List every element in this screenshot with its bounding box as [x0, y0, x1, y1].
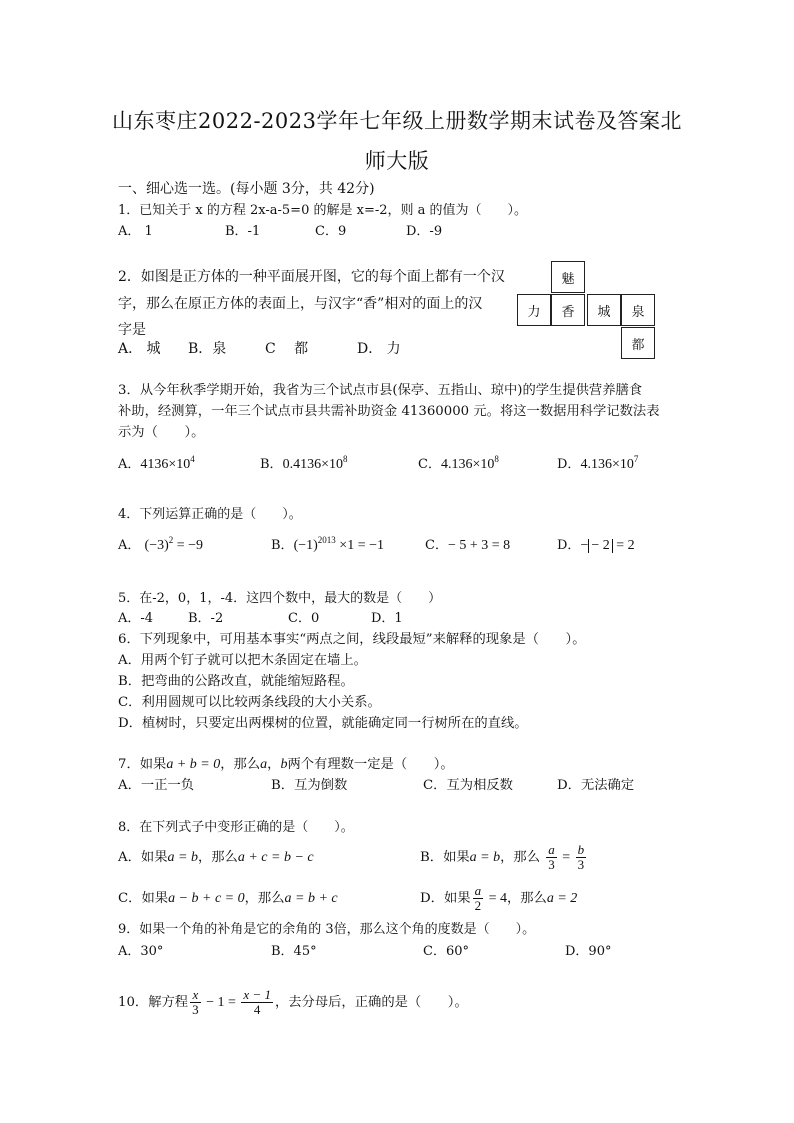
- q8-option-a-cond: a = b: [167, 850, 198, 865]
- question-2-stem-line-1: 2．如图是正方体的一种平面展开图，它的每个面上都有一个汉: [118, 269, 505, 285]
- q3-option-c: [418, 456, 499, 474]
- q3-option-a-label: A．: [118, 457, 141, 472]
- q8-d-frac-den: 2: [474, 898, 482, 913]
- q9-option-c: C．60°: [423, 944, 469, 959]
- q4-option-c-expr: − 5 + 3 = 8: [447, 538, 511, 553]
- q10-mid: − 1 =: [202, 995, 240, 1010]
- q3-option-a: [118, 456, 195, 474]
- question-10-stem: [118, 984, 468, 1022]
- q8-b-frac1-den: 3: [548, 857, 555, 872]
- q8-option-b-mid: ，那么: [500, 850, 541, 865]
- q3-option-d-label: D．: [557, 457, 581, 472]
- q8-d-equals: = 4: [485, 891, 507, 906]
- question-1-stem: 1．已知关于 x 的方程 2x-a-5=0 的解是 x=-2，则 a 的值为（ ）。: [118, 203, 528, 218]
- q1-option-d: D．-9: [406, 224, 443, 239]
- q6-option-d: D．植树时，只要定出两棵树的位置，就能确定同一行树所在的直线。: [118, 716, 528, 731]
- q8-b-frac1-num: a: [548, 842, 555, 857]
- q7-stem-post: 两个有理数一定是（ ）。: [287, 757, 454, 772]
- q8-option-a: [118, 849, 314, 867]
- q10-frac1-num: x: [190, 988, 201, 1003]
- q7-stem-equation: a + b = 0: [166, 757, 221, 772]
- net-cell-4: 泉: [621, 294, 655, 326]
- q4-option-c: [425, 537, 510, 555]
- q8-b-frac2-den: 3: [577, 857, 585, 872]
- q8-option-d-mid: ，那么: [506, 891, 547, 906]
- q5-option-d: D．1: [371, 611, 403, 626]
- q8-option-d-pre: D．如果: [420, 891, 471, 906]
- net-cell-2: 香: [551, 294, 585, 326]
- net-cell-1: 力: [517, 294, 551, 326]
- q7-stem-pre: 7．如果: [118, 757, 167, 772]
- q8-option-b-cond: a = b: [469, 850, 501, 865]
- q1-option-a: A． 1: [118, 224, 153, 239]
- question-4-stem: 4．下列运算正确的是（ ）。: [118, 507, 302, 522]
- q8-option-b-fraction-2: [576, 843, 587, 872]
- q8-option-b-pre: B．如果: [420, 850, 470, 865]
- q3-option-c-mantissa: 4.136×10: [440, 457, 495, 472]
- q8-b-equals: =: [558, 850, 574, 865]
- q3-option-c-label: C．: [418, 457, 441, 472]
- q4-option-d-post: = 2: [612, 538, 635, 553]
- q10-post: ，去分母后，正确的是（ ）。: [274, 995, 468, 1010]
- section-heading: 一、细心选一选。(每小题 3分，共 42分): [118, 181, 375, 197]
- q6-option-a: A．用两个钉子就可以把木条固定在墙上。: [118, 653, 367, 668]
- q8-option-a-pre: A．如果: [118, 850, 168, 865]
- q4-option-c-label: C．: [425, 538, 448, 553]
- q4-option-b-exp: 2013: [317, 535, 336, 545]
- q1-option-c: C．9: [315, 224, 347, 239]
- q2-option-d: D． 力: [357, 341, 401, 357]
- q8-option-b-fraction-1: [546, 843, 557, 872]
- q7-option-d: D．无法确定: [557, 778, 635, 793]
- q7-option-c: C．互为相反数: [423, 778, 513, 793]
- q2-option-c: C 都: [265, 341, 309, 357]
- question-5-stem: 5．在-2，0，1，-4．这四个数中，最大的数是（ ）: [118, 591, 442, 606]
- q8-option-c-cond: a − b + c = 0: [168, 891, 245, 906]
- title-line-1: 山东枣庄2022-2023学年七年级上册数学期末试卷及答案北: [112, 109, 682, 133]
- question-9-stem: 9．如果一个角的补角是它的余角的 3倍，那么这个角的度数是（ ）。: [118, 922, 536, 937]
- q10-fraction-1: [190, 988, 201, 1017]
- net-cell-bottom: 都: [621, 327, 655, 359]
- title-line-2: 师大版: [364, 149, 430, 173]
- q8-d-frac-num: a: [474, 883, 482, 898]
- q3-option-b: [260, 456, 347, 474]
- q10-frac1-den: 3: [192, 1002, 199, 1017]
- q9-option-a: A．30°: [118, 944, 164, 959]
- q4-option-b-label: B．: [271, 538, 294, 553]
- question-3-stem-line-1: 3．从今年秋季学期开始，我省为三个试点市县(保亭、五指山、琼中)的学生提供营养膳食: [118, 383, 643, 398]
- q3-option-d: [557, 456, 638, 474]
- q8-b-frac2-num: b: [577, 842, 585, 857]
- q2-option-a: A． 城: [118, 341, 161, 357]
- q7-option-b: B．互为倒数: [271, 778, 348, 793]
- q8-option-c-mid: ，那么: [244, 891, 285, 906]
- q4-option-d-label: D．: [557, 538, 581, 553]
- q7-stem-mid1: ，那么: [220, 757, 261, 772]
- q6-option-c: C．利用圆规可以比较两条线段的大小关系。: [118, 695, 381, 710]
- q4-option-a-exp: 2: [168, 535, 174, 545]
- q8-option-a-result: a + c = b − c: [237, 850, 314, 865]
- q9-option-d: D．90°: [565, 944, 612, 959]
- q8-option-a-mid: ，那么: [197, 850, 238, 865]
- q8-option-d-result: a = 2: [546, 891, 578, 906]
- q4-option-b-rest: ×1 = −1: [335, 538, 384, 553]
- q3-option-d-mantissa: 4.136×10: [580, 457, 634, 472]
- q8-option-d: [420, 881, 577, 917]
- q3-option-b-label: B．: [260, 457, 283, 472]
- q7-option-a: A．一正一负: [118, 778, 195, 793]
- q2-option-b: B．泉: [188, 341, 227, 357]
- q8-option-c-result: a = b + c: [284, 891, 338, 906]
- q3-option-c-exponent: 8: [494, 454, 499, 464]
- question-8-stem: 8．在下列式子中变形正确的是（ ）。: [118, 820, 354, 835]
- q4-option-a-base: (−3): [144, 538, 169, 553]
- q5-option-a: A．-4: [118, 611, 154, 626]
- q8-option-c-pre: C．如果: [118, 891, 169, 906]
- q4-option-a-label: A．: [118, 538, 141, 553]
- q7-stem-b: b: [280, 757, 288, 772]
- q4-option-a-rest: = −9: [173, 538, 204, 553]
- net-cell-top: 魅: [551, 261, 585, 293]
- question-2-stem-line-3: 字是: [118, 322, 146, 338]
- q4-option-a: [118, 537, 203, 555]
- q3-option-a-exponent: 4: [190, 454, 195, 464]
- question-3-stem-line-3: 示为（ ）。: [118, 425, 205, 440]
- q5-option-b: B．-2: [188, 611, 224, 626]
- q10-frac2-den: 4: [253, 1002, 261, 1017]
- q7-stem-mid2: ，: [267, 757, 281, 772]
- q3-option-d-exponent: 7: [633, 454, 639, 464]
- q6-option-b: B．把弯曲的公路改直，就能缩短路程。: [118, 674, 354, 689]
- q10-pre: 10．解方程: [118, 995, 189, 1010]
- question-7-stem: [118, 756, 454, 774]
- q3-option-b-exponent: 8: [342, 454, 348, 464]
- q1-option-b: B．-1: [225, 224, 261, 239]
- question-2-stem-line-2: 字，那么在原正方体的表面上，与汉字“香”相对的面上的汉: [118, 296, 483, 312]
- q10-frac2-num: x − 1: [243, 987, 271, 1002]
- q9-option-b: B．45°: [271, 944, 317, 959]
- q10-fraction-2: [241, 988, 273, 1017]
- q8-option-c: [118, 890, 338, 908]
- q3-option-b-mantissa: 0.4136×10: [282, 457, 343, 472]
- question-3-stem-line-2: 补助，经测算，一年三个试点市县共需补助资金 41360000 元。将这一数据用科学记数法表: [118, 404, 660, 419]
- q4-option-b: [271, 537, 384, 555]
- question-6-stem: 6．下列现象中，可用基本事实“两点之间，线段最短”来解释的现象是（ ）。: [118, 632, 586, 647]
- q8-option-b: [420, 840, 588, 876]
- net-cell-3: 城: [587, 294, 621, 326]
- q5-option-c: C．0: [288, 611, 320, 626]
- q4-option-d: [557, 537, 635, 555]
- q7-stem-a: a: [260, 757, 268, 772]
- q4-option-d-pre: −: [580, 538, 589, 553]
- q3-option-a-mantissa: 4136×10: [140, 457, 191, 472]
- q4-option-b-base: (−1): [293, 538, 318, 553]
- q8-option-d-fraction: [473, 884, 484, 913]
- q4-option-d-abs: − 2: [588, 539, 612, 553]
